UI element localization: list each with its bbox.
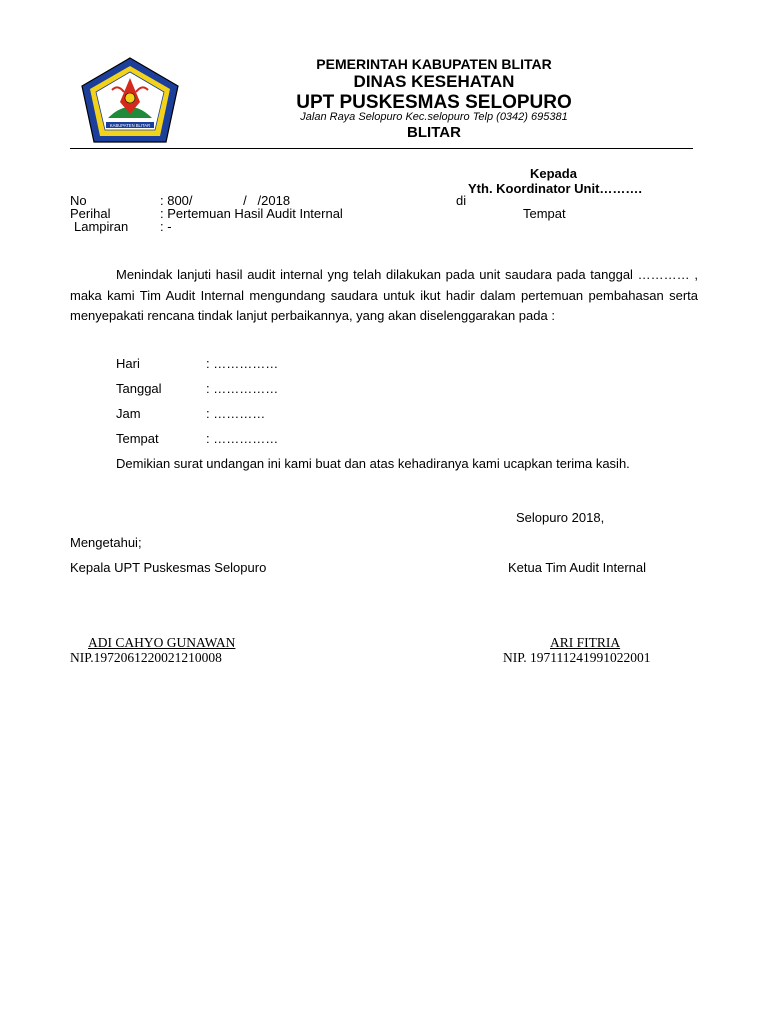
lampiran-value: : -	[160, 219, 172, 234]
letterhead-government: PEMERINTAH KABUPATEN BLITAR	[316, 56, 552, 72]
right-signer-title: Ketua Tim Audit Internal	[508, 560, 647, 575]
svg-text:KABUPATEN BLITAR: KABUPATEN BLITAR	[109, 123, 151, 128]
right-signer-name: ARI FITRIA	[550, 635, 621, 650]
detail-jam-value: : …………	[206, 406, 266, 421]
detail-jam-label: Jam	[116, 406, 141, 421]
left-signer-nip: NIP.1972061220021210008	[70, 650, 222, 665]
recipient-tempat: Tempat	[523, 206, 566, 221]
left-signer-title: Kepala UPT Puskesmas Selopuro	[70, 560, 267, 575]
perihal-value: : Pertemuan Hasil Audit Internal	[160, 206, 343, 221]
letterhead-institution: UPT PUSKESMAS SELOPURO	[296, 92, 572, 113]
letterhead-department: DINAS KESEHATAN	[353, 72, 515, 91]
detail-hari-value: : ……………	[206, 356, 279, 371]
closing-sentence: Demikian surat undangan ini kami buat dan atas kehadiranya kami ucapkan terima kasih.	[116, 456, 630, 471]
no-value-text: : 800/ / /2018	[160, 193, 291, 208]
detail-tanggal-label: Tanggal	[116, 381, 162, 396]
no-label: No	[70, 193, 87, 208]
detail-tempat-label: Tempat	[116, 431, 159, 446]
right-signer-nip: NIP. 197111241991022001	[503, 650, 651, 665]
perihal-label: Perihal	[70, 206, 111, 221]
recipient-kepada: Kepada	[530, 166, 577, 181]
body-paragraph: Menindak lanjuti hasil audit internal yng telah dilakukan pada unit saudara pada tanggal ………… , maka kami Tim Audit Internal mengundang saudara untuk ikut hadir dalam pertemuan pembahasan serta menyepakati rencana tindak lanjut perbaikannya, yang akan diselenggarakan pada :	[70, 267, 698, 323]
mengetahui-label: Mengetahui;	[70, 535, 142, 550]
place-date: Selopuro 2018,	[516, 510, 605, 525]
letterhead-city: BLITAR	[407, 124, 461, 141]
left-signer-name: ADI CAHYO GUNAWAN	[88, 635, 236, 650]
letterhead-address: Jalan Raya Selopuro Kec.selopuro Telp (0342) 695381	[300, 111, 568, 123]
detail-tempat-value: : ……………	[206, 431, 279, 446]
detail-tanggal-value: : ……………	[206, 381, 279, 396]
letterhead-divider	[70, 148, 693, 149]
detail-hari-label: Hari	[116, 356, 140, 371]
recipient-yth: Yth. Koordinator Unit……….	[468, 181, 643, 196]
recipient-di: di	[456, 193, 467, 208]
lampiran-label: Lampiran	[74, 219, 129, 234]
